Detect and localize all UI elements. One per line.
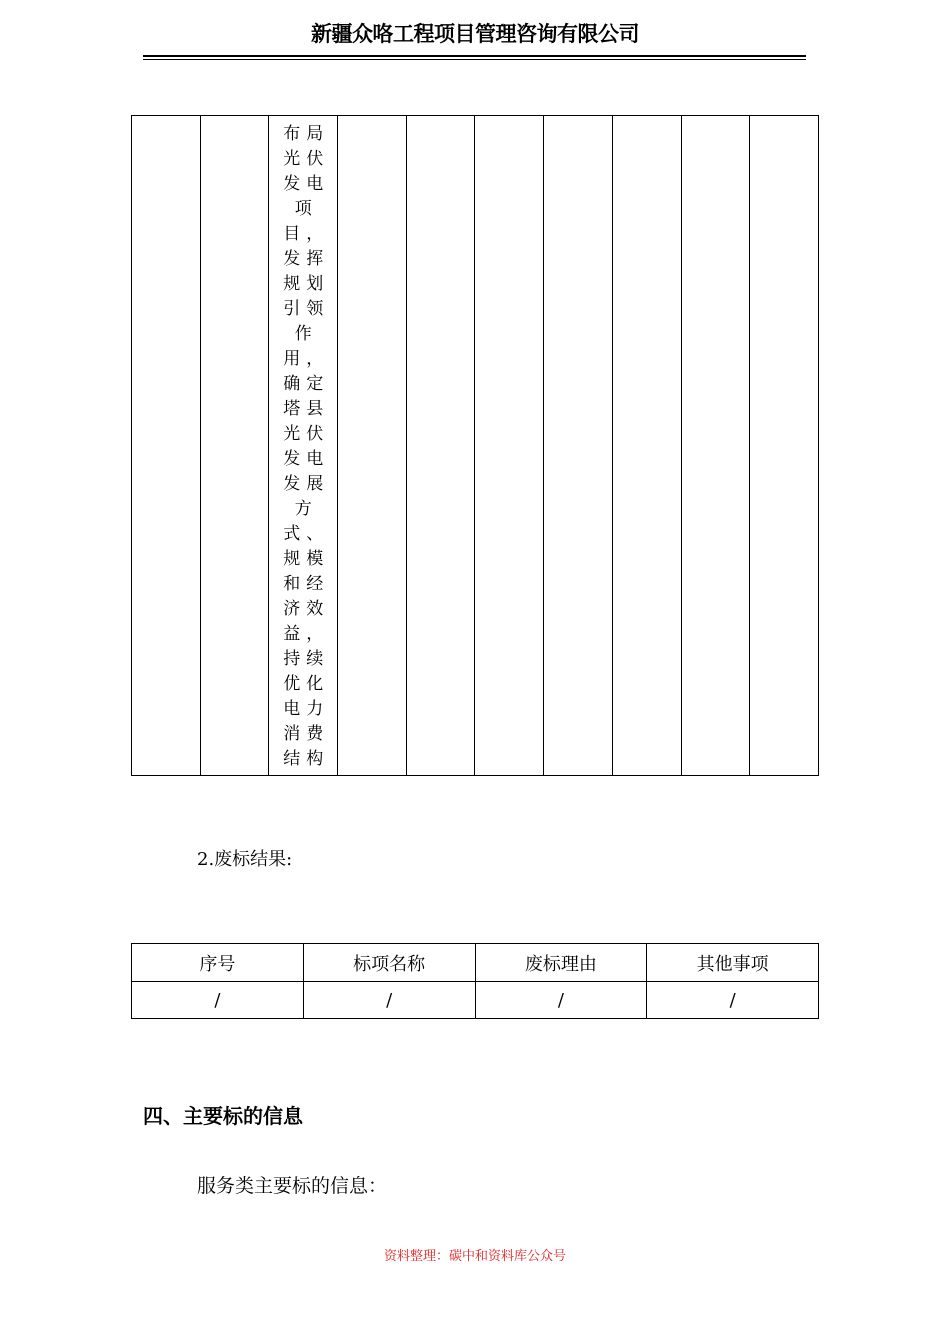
table-cell: / — [647, 982, 819, 1019]
header-rule-thick — [143, 55, 806, 57]
project-table-continuation — [131, 115, 819, 776]
table-cell: / — [475, 982, 647, 1019]
table-cell — [475, 116, 544, 776]
service-subject-paragraph: 服务类主要标的信息： — [197, 1175, 388, 1197]
table-cell — [681, 116, 750, 776]
table-cell — [612, 116, 681, 776]
table-cell — [200, 116, 269, 776]
table-cell — [750, 116, 819, 776]
table-cell — [338, 116, 407, 776]
header-lot-name: 标项名称 — [303, 944, 475, 982]
table-cell — [544, 116, 613, 776]
section-heading-main-subject: 四、主要标的信息 — [143, 1104, 303, 1128]
table-header-row — [132, 944, 819, 982]
table-cell: / — [132, 982, 304, 1019]
table-row — [132, 982, 819, 1019]
header-rejection-reason: 废标理由 — [475, 944, 647, 982]
rejection-results-table — [131, 943, 819, 1019]
table-cell — [132, 116, 201, 776]
rejection-results-label: 2.废标结果: — [197, 849, 293, 870]
company-header-title: 新疆众咯工程项目管理咨询有限公司 — [311, 22, 639, 46]
header-serial-number: 序号 — [132, 944, 304, 982]
header-rule-thin — [143, 59, 806, 60]
footer-source-note: 资料整理：碳中和资料库公众号 — [383, 1249, 566, 1264]
project-description-text: 布局 光伏 发电 项 目， 发挥 规划 引领 作 用， 确定 塔县 光伏 发电 发展 方 式、 规模 和经 济效 益， 持续 优化 电力 消费 结构 — [283, 124, 324, 769]
table-cell — [406, 116, 475, 776]
header-other-matters: 其他事项 — [647, 944, 819, 982]
table-cell-content — [269, 116, 338, 776]
table-cell: / — [303, 982, 475, 1019]
